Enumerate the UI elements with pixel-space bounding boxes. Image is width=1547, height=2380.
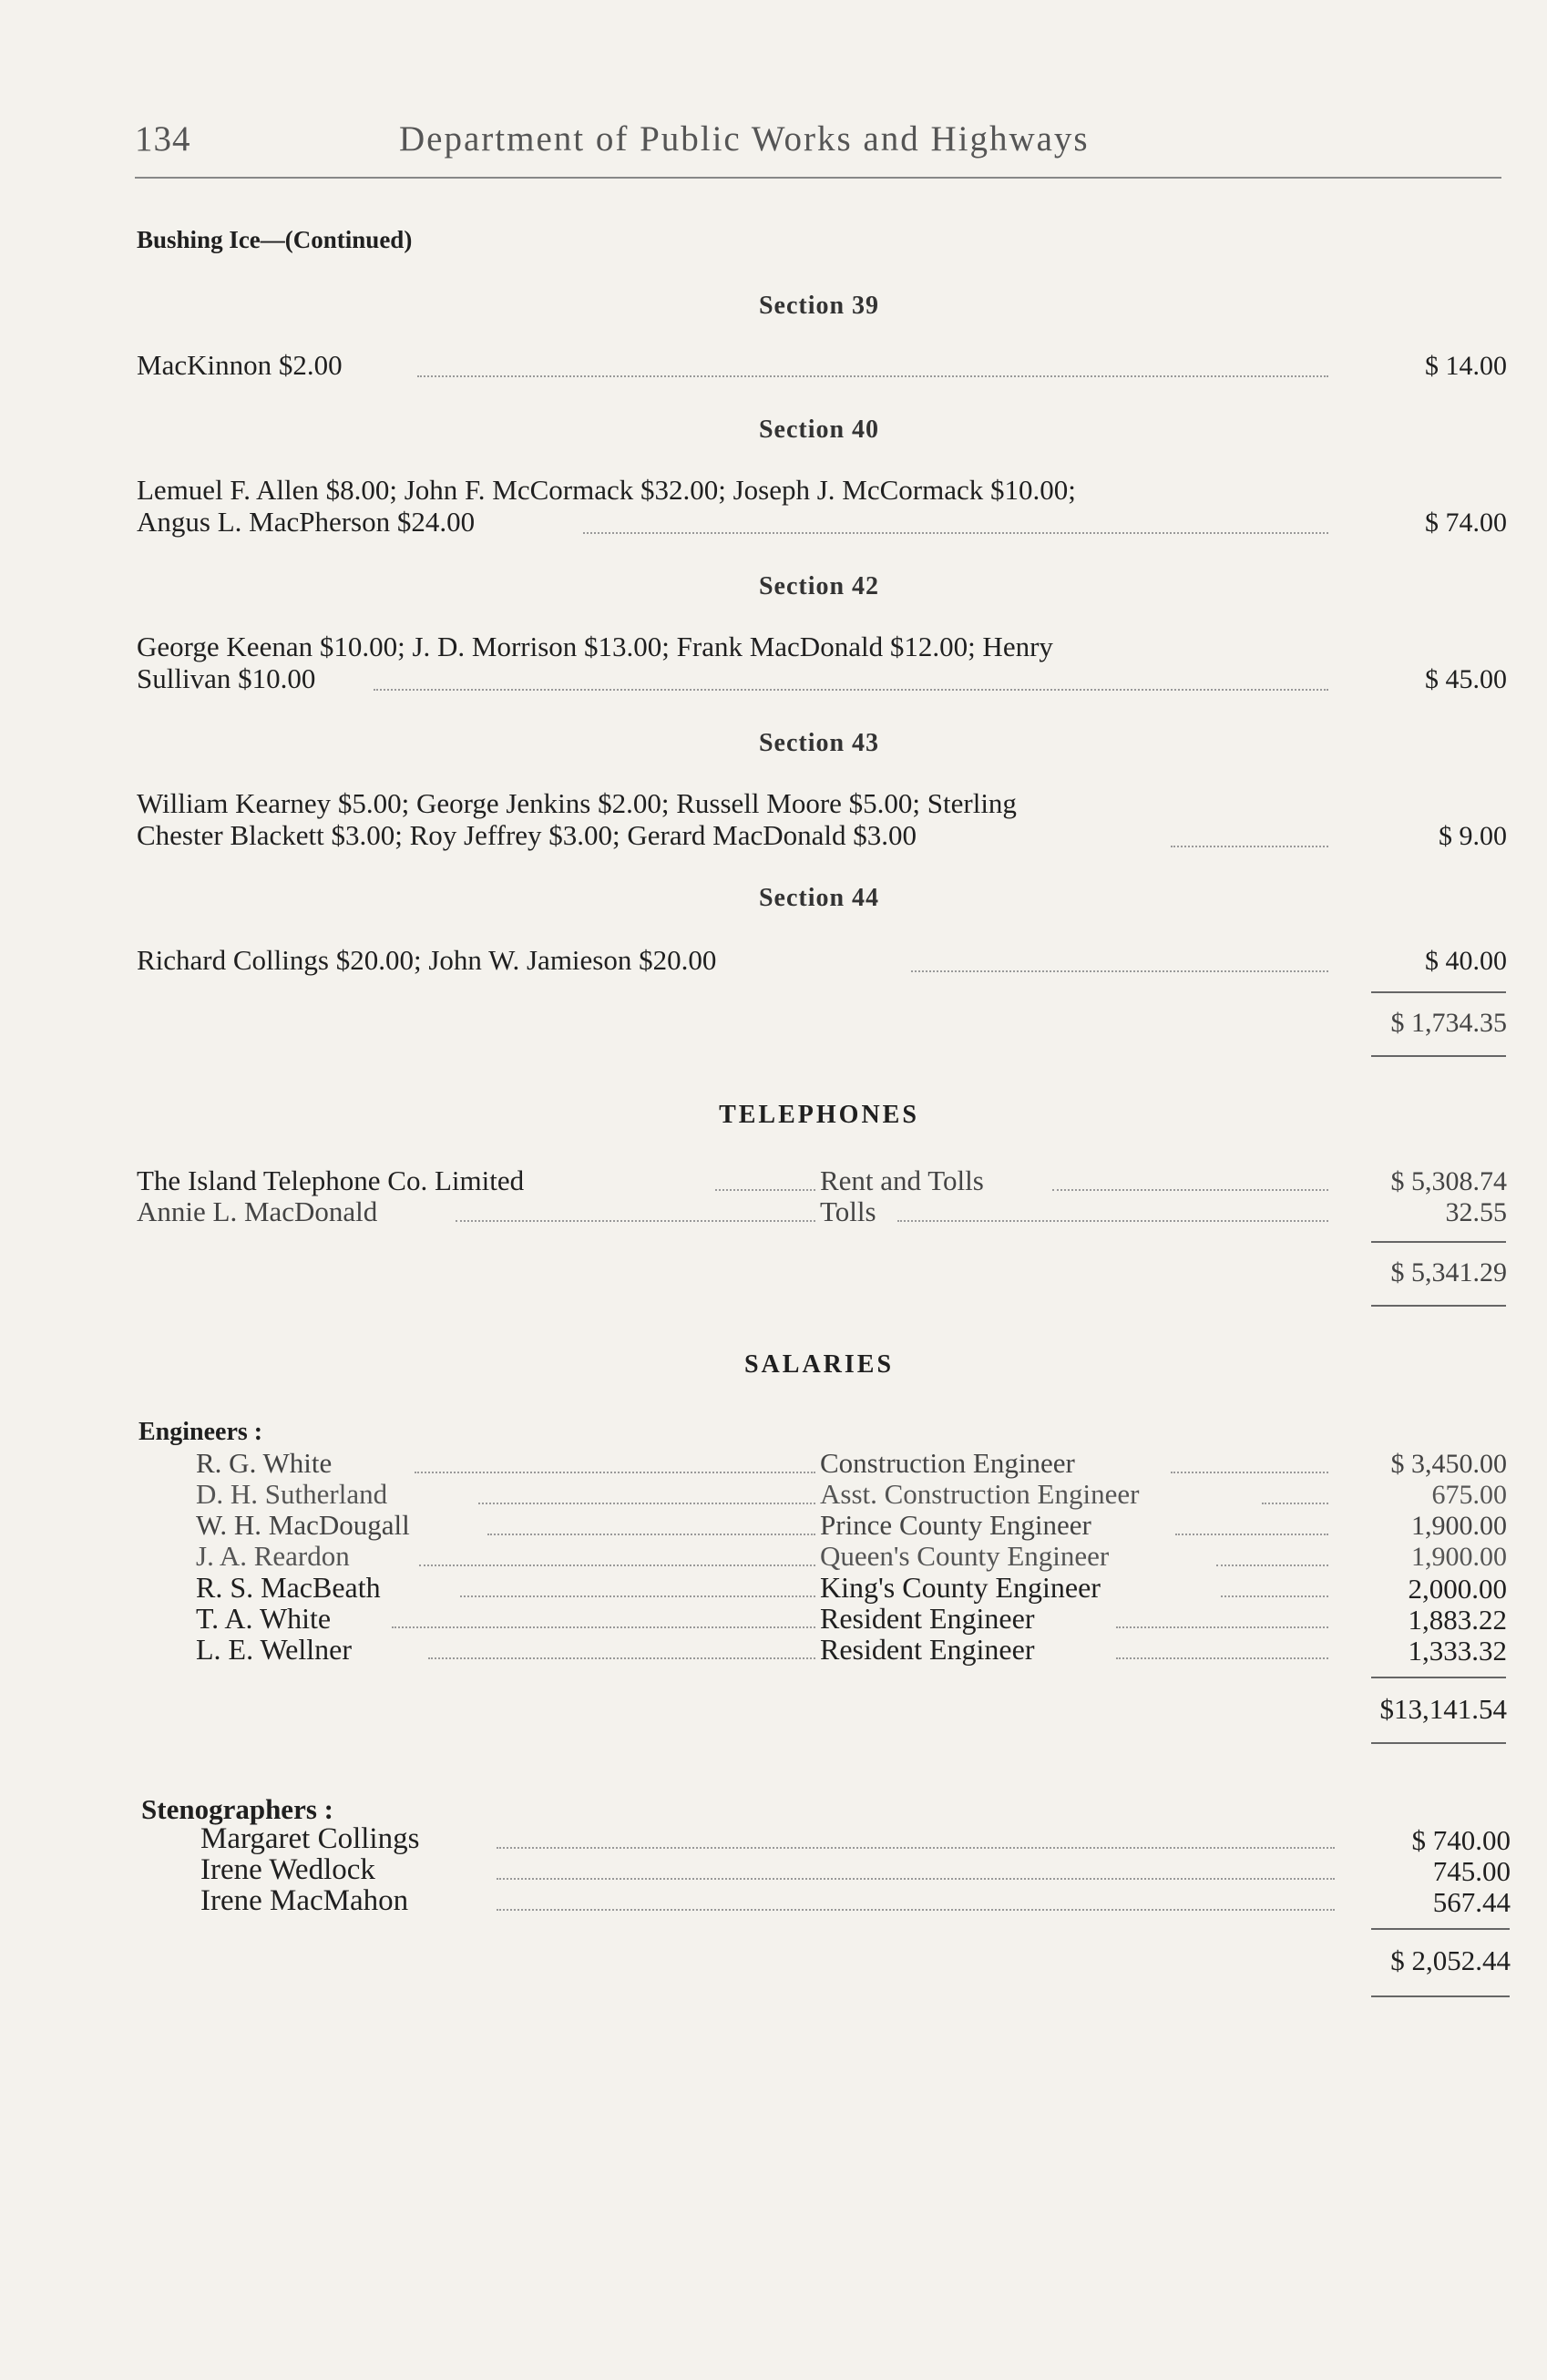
dot-leader — [1216, 1564, 1328, 1566]
total-rule — [1371, 1742, 1506, 1744]
page-title: Department of Public Works and Highways — [399, 119, 1090, 159]
telephone-name: Annie L. MacDonald — [137, 1195, 378, 1227]
section-total — [1367, 946, 1507, 977]
header-rule — [135, 177, 1501, 179]
dot-leader — [1175, 1534, 1328, 1535]
amount: $ 740.00 — [1411, 1824, 1511, 1856]
section-title: Section 39 — [758, 292, 880, 320]
engineer-amount — [1367, 1542, 1507, 1573]
section-line: William Kearney $5.00; George Jenkins $2.00; Russell Moore $5.00; Sterling — [137, 787, 1017, 819]
dot-leader — [1116, 1626, 1328, 1628]
engineers-label: Engineers : — [138, 1418, 263, 1446]
total-rule — [1371, 1241, 1506, 1243]
dot-leader — [417, 375, 1328, 377]
amount: 1,333.32 — [1408, 1635, 1507, 1667]
telephone-desc: Tolls — [820, 1195, 876, 1227]
telephone-amount — [1367, 1197, 1507, 1228]
dot-leader — [428, 1657, 815, 1659]
continued-heading: Bushing Ice—(Continued) — [137, 226, 413, 253]
amount: $ 45.00 — [1425, 664, 1507, 694]
stenographers-label: Stenographers : — [141, 1793, 333, 1825]
dot-leader — [392, 1626, 815, 1628]
total-rule — [1371, 1055, 1506, 1057]
section-title: Section 42 — [758, 572, 880, 600]
amount: $13,141.54 — [1379, 1693, 1507, 1725]
amount: 675.00 — [1431, 1480, 1507, 1510]
engineer-title: Prince County Engineer — [820, 1509, 1091, 1541]
dot-leader — [1171, 846, 1328, 847]
total-rule — [1371, 1305, 1506, 1307]
dot-leader — [583, 532, 1328, 534]
engineer-amount — [1367, 1511, 1507, 1542]
section-total — [1367, 821, 1507, 852]
telephone-name: The Island Telephone Co. Limited — [137, 1164, 525, 1196]
section-line: George Keenan $10.00; J. D. Morrison $13.00; Frank MacDonald $12.00; Henry — [137, 631, 1053, 662]
amount: 2,000.00 — [1408, 1573, 1507, 1605]
amount: $ 74.00 — [1425, 508, 1507, 538]
engineer-amount — [1367, 1480, 1507, 1511]
amount: $ 3,450.00 — [1390, 1449, 1507, 1479]
salaries-heading: SALARIES — [743, 1350, 895, 1379]
amount: $ 5,341.29 — [1390, 1257, 1507, 1287]
stenographer-name: Margaret Collings — [200, 1822, 420, 1855]
stenographer-name: Irene Wedlock — [200, 1853, 375, 1886]
amount: 32.55 — [1445, 1197, 1507, 1227]
amount: $ 40.00 — [1425, 946, 1507, 976]
engineer-name: J. A. Reardon — [196, 1540, 350, 1572]
engineer-title: Resident Engineer — [820, 1633, 1035, 1666]
dot-leader — [460, 1595, 815, 1597]
stenographer-amount — [1367, 1824, 1511, 1857]
engineer-name: R. S. MacBeath — [196, 1571, 381, 1604]
engineers-total — [1367, 1693, 1507, 1726]
amount: $ 5,308.74 — [1390, 1166, 1507, 1196]
dot-leader — [1052, 1189, 1328, 1191]
dot-leader — [1116, 1657, 1328, 1659]
telephone-amount — [1367, 1166, 1507, 1197]
engineer-name: R. G. White — [196, 1447, 333, 1479]
section-total — [1367, 351, 1507, 382]
dot-leader — [478, 1503, 815, 1504]
section-line: Chester Blackett $3.00; Roy Jeffrey $3.00; Gerard MacDonald $3.00 — [137, 819, 917, 851]
engineer-title: Construction Engineer — [820, 1447, 1075, 1479]
section-line: Lemuel F. Allen $8.00; John F. McCormack $32.00; Joseph J. McCormack $10.00; — [137, 474, 1076, 506]
page-header — [135, 118, 1501, 164]
section-total — [1367, 664, 1507, 695]
engineer-amount — [1367, 1635, 1507, 1667]
stenographer-amount — [1367, 1886, 1511, 1919]
dot-leader — [374, 689, 1328, 691]
bushing-total — [1367, 1008, 1507, 1039]
stenographers-total — [1367, 1944, 1511, 1977]
engineer-amount — [1367, 1573, 1507, 1605]
engineer-name: D. H. Sutherland — [196, 1478, 388, 1510]
stenographer-amount — [1367, 1855, 1511, 1888]
dot-leader — [419, 1564, 815, 1566]
engineer-title: Queen's County Engineer — [820, 1540, 1110, 1572]
total-rule — [1371, 1995, 1510, 1997]
engineer-name: L. E. Wellner — [196, 1633, 352, 1666]
amount: 567.44 — [1432, 1886, 1511, 1918]
dot-leader — [1262, 1503, 1328, 1504]
engineer-title: Resident Engineer — [820, 1602, 1035, 1635]
amount: $ 14.00 — [1425, 351, 1507, 381]
dot-leader — [415, 1472, 815, 1473]
engineer-title: King's County Engineer — [820, 1571, 1101, 1604]
dot-leader — [715, 1189, 815, 1191]
dot-leader — [497, 1909, 1335, 1911]
dot-leader — [497, 1847, 1335, 1849]
section-line: Sullivan $10.00 — [137, 662, 316, 694]
section-title: Section 43 — [758, 729, 880, 757]
engineer-amount — [1367, 1604, 1507, 1636]
page-number: 134 — [135, 119, 191, 159]
amount: 1,900.00 — [1411, 1542, 1507, 1572]
section-line: MacKinnon $2.00 — [137, 349, 343, 381]
total-rule — [1371, 1928, 1510, 1930]
amount: 1,900.00 — [1411, 1511, 1507, 1541]
amount: 745.00 — [1432, 1855, 1511, 1887]
amount: $ 1,734.35 — [1390, 1008, 1507, 1038]
stenographer-name: Irene MacMahon — [200, 1884, 409, 1917]
engineer-name: T. A. White — [196, 1602, 332, 1635]
engineer-title: Asst. Construction Engineer — [820, 1478, 1140, 1510]
dot-leader — [456, 1220, 815, 1222]
dot-leader — [487, 1534, 815, 1535]
amount: $ 2,052.44 — [1390, 1944, 1511, 1976]
amount: 1,883.22 — [1408, 1604, 1507, 1636]
dot-leader — [1221, 1595, 1328, 1597]
section-line: Angus L. MacPherson $24.00 — [137, 506, 476, 538]
dot-leader — [497, 1878, 1335, 1880]
telephone-desc: Rent and Tolls — [820, 1164, 984, 1196]
amount: $ 9.00 — [1439, 821, 1507, 851]
dot-leader — [911, 970, 1328, 972]
engineer-name: W. H. MacDougall — [196, 1509, 410, 1541]
engineer-amount — [1367, 1449, 1507, 1480]
telephones-heading: TELEPHONES — [719, 1101, 919, 1129]
total-rule — [1371, 1677, 1506, 1678]
total-rule — [1371, 991, 1506, 993]
section-title: Section 44 — [758, 884, 880, 912]
dot-leader — [897, 1220, 1328, 1222]
section-total — [1367, 508, 1507, 539]
dot-leader — [1171, 1472, 1328, 1473]
section-title: Section 40 — [758, 415, 880, 444]
telephones-total — [1367, 1257, 1507, 1288]
section-line: Richard Collings $20.00; John W. Jamieson $20.00 — [137, 944, 717, 976]
